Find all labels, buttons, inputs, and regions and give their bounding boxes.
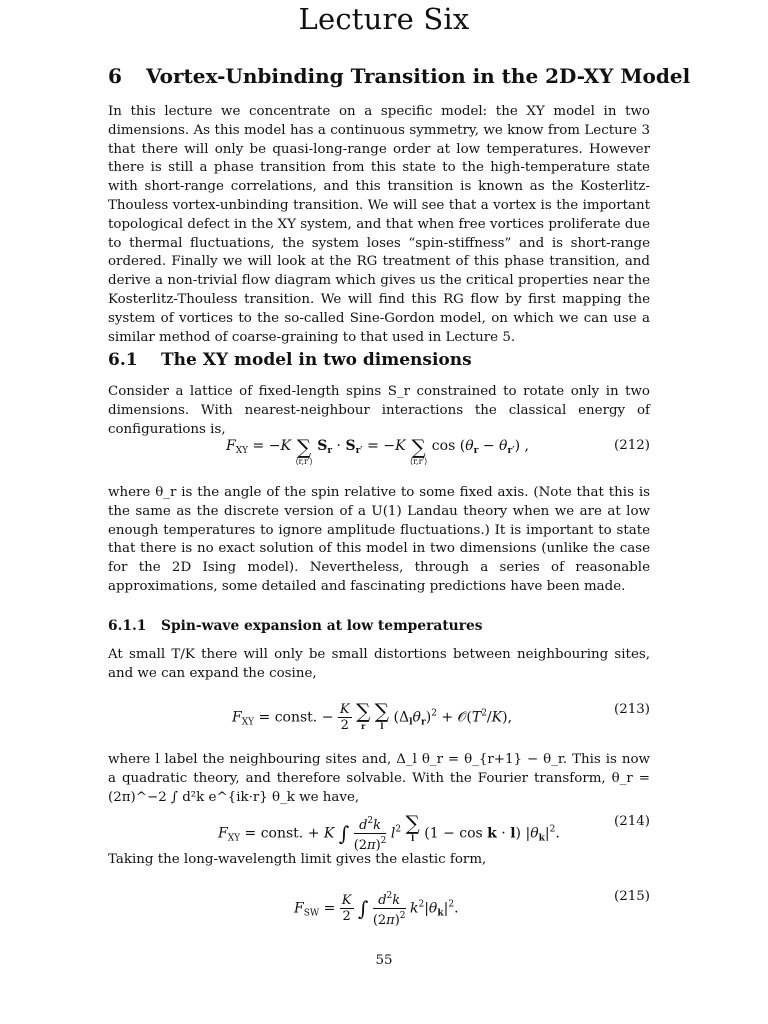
intro-paragraph: In this lecture we concentrate on a specific model: the XY model in two dimensions. As this model has a continuous symmetry, we know from Lecture 3 that there will only be quasi-long-range order at low temperatures. However there is still a phase transition from this state to the high-temperature state with short-range correlations, and this transition is known as the Kosterlitz-Thouless vortex-unbinding transition. We will see that a vortex is the important topological defect in the XY system, and that when free vortices proliferate due to thermal fluctuations, the system loses “spin-stiffness” and is short-range ordered. Finally we will look at the RG treatment of this phase transition, and derive a non-trivial flow diagram which gives us the critical properties near the Kosterlitz-Thouless transition. We will find this RG flow by first mapping the system of vortices to the so-called Sine-Gordon model, on which we can use a similar method of coarse-graining to that used in Lecture 5. bbox=[108, 104, 650, 345]
section-heading bbox=[108, 64, 690, 88]
equation-212 bbox=[108, 428, 650, 472]
subsubsection-heading bbox=[108, 618, 483, 634]
equation-213-body: $F_{XY}$ = const. − $\frac{K}{2}$ ∑ r ∑ l $(\Delta_l\theta_r)^2$ + $𝒪(T^2/K)$, bbox=[232, 699, 513, 733]
equation-214-number: (214) bbox=[613, 814, 650, 829]
subsection-paragraph-1: Consider a lattice of fixed-length spins S_r constrained to rotate only in two dimensions. With nearest-neighbour interactions the classical energy of configurations is, bbox=[108, 384, 650, 437]
subsection-heading bbox=[108, 350, 472, 370]
subsubsection-number: 6.1.1 bbox=[108, 618, 147, 634]
equation-214-body: $F_{XY}$ = const. + K ∫ $\frac{d^2k}{(2\pi)^2}$ $l^2$ ∑ l (1 − cos k · l) $|\theta_k|^2$. bbox=[218, 811, 560, 853]
lecture-title: Lecture Six bbox=[298, 2, 470, 36]
equation-213 bbox=[108, 692, 650, 736]
equation-215 bbox=[108, 879, 650, 928]
equation-212-number: (212) bbox=[613, 438, 650, 453]
section-number: 6 bbox=[108, 64, 122, 88]
subsection-number: 6.1 bbox=[108, 350, 138, 370]
equation-215-number: (215) bbox=[613, 889, 650, 904]
section-title: Vortex-Unbinding Transition in the 2D-XY Model bbox=[146, 64, 691, 88]
subsubsection-paragraph-1: At small T/K there will only be small distortions between neighbouring sites, and we can expand the cosine, bbox=[108, 647, 650, 681]
page-number: 55 bbox=[375, 953, 393, 968]
equation-213-number: (213) bbox=[613, 702, 650, 717]
subsubsection-title: Spin-wave expansion at low temperatures bbox=[161, 618, 483, 634]
subsection-paragraph-2: where θ_r is the angle of the spin relative to some fixed axis. (Note that this is the same as the discrete version of a U(1) Landau theory when we are at low enough temperatures to ignore amplitude fluctuations.) It is important to state that there is no exact solution of this model in two dimensions (unlike the case for the 2D Ising model). Nevertheless, through a series of reasonable approximations, some detailed and fascinating predictions have been made. bbox=[108, 485, 650, 594]
equation-215-body: $F_{SW}$ = $\frac{K}{2}$ ∫ $\frac{d^2k}{(2\pi)^2}$ $k^2|\theta_k|^2$. bbox=[294, 891, 459, 928]
subsubsection-paragraph-3: Taking the long-wavelength limit gives the elastic form, bbox=[108, 852, 487, 867]
subsection-title: The XY model in two dimensions bbox=[161, 350, 472, 370]
equation-214 bbox=[108, 804, 650, 853]
subsubsection-paragraph-2: where l label the neighbouring sites and, Δ_l θ_r = θ_{r+1} − θ_r. This is now a quadratic theory, and therefore solvable. With the Fourier transform, θ_r = (2π)^−2 ∫ d²k e^{ik·r} θ_k we have, bbox=[108, 752, 650, 805]
equation-212-body: $F_{XY} = -K$ ∑ ⟨r,r′⟩ $S_r \cdot S_{r'} = -K$ ∑ ⟨r,r′⟩ $\cos (\theta_r - \theta_{r'})$ , bbox=[226, 435, 529, 466]
